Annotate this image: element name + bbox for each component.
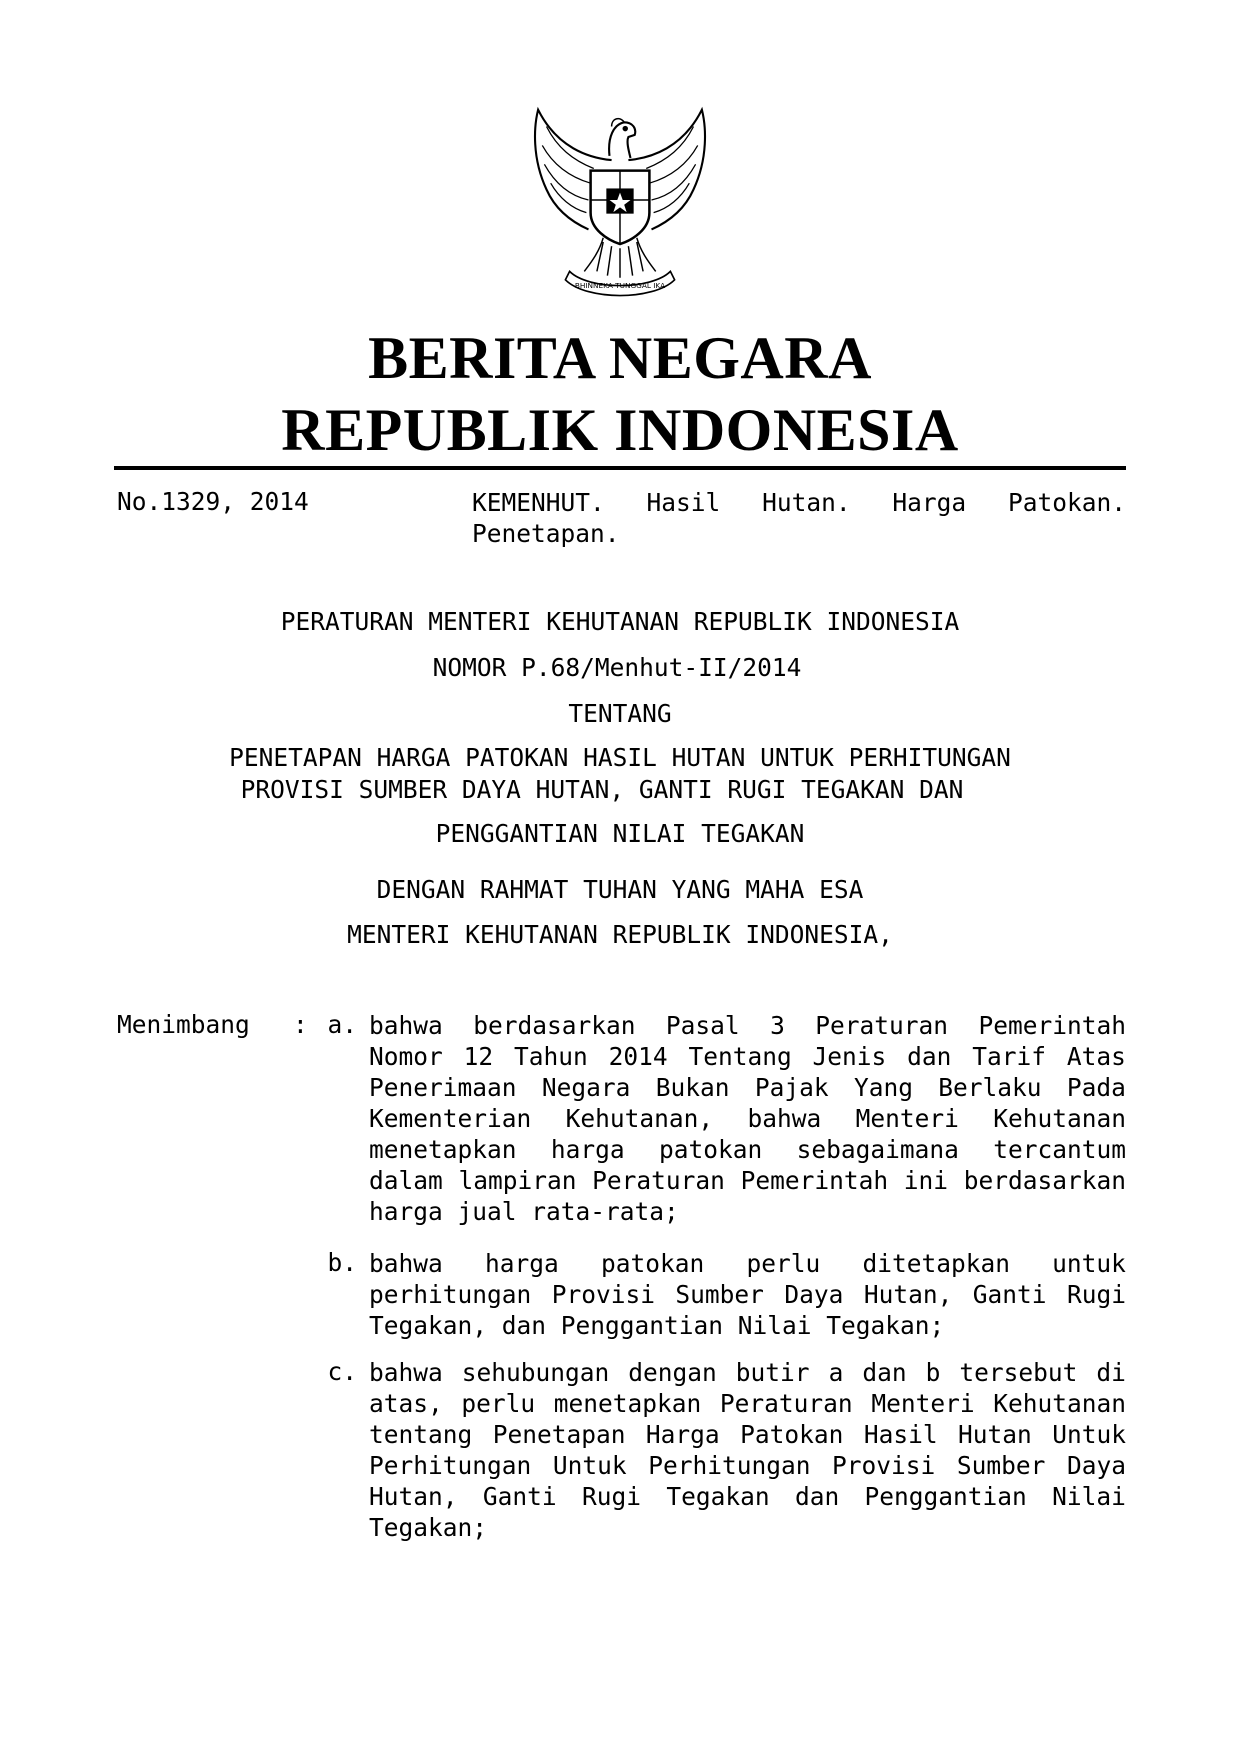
word: perlu <box>461 1389 536 1418</box>
menimbang-colon: : <box>293 1010 308 1039</box>
word: 3 <box>770 1011 785 1040</box>
text-line: harga jual rata-rata; <box>369 1197 679 1226</box>
word: Perhitungan <box>648 1451 811 1480</box>
word: Penetapan <box>492 1420 626 1449</box>
word: Bukan <box>655 1073 730 1102</box>
subject-word: KEMENHUT. <box>472 488 605 517</box>
masthead-line2: REPUBLIK INDONESIA <box>281 397 959 463</box>
subject-word: Harga <box>892 488 967 517</box>
issue-subject-line2: Penetapan. <box>472 519 620 548</box>
word: Hutan <box>958 1420 1032 1449</box>
emblem-motto: BHINNEKA TUNGGAL IKA <box>574 281 666 291</box>
subject-word: Hasil <box>646 488 721 517</box>
text-line <box>369 1419 1126 1450</box>
word: Provisi <box>832 1451 936 1480</box>
word: harga <box>550 1135 625 1164</box>
text-line <box>369 1481 1126 1512</box>
word: bahwa <box>369 1358 443 1387</box>
word: Peraturan <box>815 1011 949 1040</box>
word: Nilai <box>1052 1482 1126 1511</box>
word: Hutan, <box>369 1482 458 1511</box>
word: Daya <box>784 1280 844 1309</box>
issue-number: No.1329, 2014 <box>117 487 309 516</box>
word: atas, <box>369 1389 443 1418</box>
word: ini <box>903 1166 949 1195</box>
word: tersebut <box>959 1358 1078 1387</box>
preamble-line1: DENGAN RAHMAT TUHAN YANG MAHA ESA <box>376 875 864 904</box>
text-line <box>369 1165 1126 1196</box>
text-line <box>369 1388 1126 1419</box>
word: Perhitungan <box>369 1451 532 1480</box>
text-line <box>369 1357 1126 1388</box>
word: sehubungan <box>461 1358 610 1387</box>
word: tentang <box>369 1420 473 1449</box>
regulation-tentang: TENTANG <box>568 699 672 728</box>
word: perlu <box>746 1249 821 1278</box>
word: patokan <box>600 1249 705 1278</box>
text-line <box>369 1134 1126 1165</box>
word: Menteri <box>871 1389 975 1418</box>
word: di <box>1096 1358 1126 1387</box>
word: Penerimaan <box>369 1073 517 1102</box>
issue-subject-line1 <box>472 487 1126 518</box>
regulation-subject-line3: PENGGANTIAN NILAI TEGAKAN <box>435 819 805 848</box>
word: bahwa <box>369 1249 443 1278</box>
word: Harga <box>645 1420 720 1449</box>
word: untuk <box>1052 1249 1126 1278</box>
word: lampiran <box>458 1166 577 1195</box>
text-line: Tegakan; <box>369 1513 488 1542</box>
word: Rugi <box>1066 1280 1126 1309</box>
regulation-subject-line1: PENETAPAN HARGA PATOKAN HASIL HUTAN UNTUK PERHITUNGAN <box>229 743 1011 772</box>
word: Pajak <box>754 1073 829 1102</box>
word: Tahun <box>513 1042 588 1071</box>
text-line <box>369 1248 1126 1279</box>
word: Menteri <box>855 1104 959 1133</box>
preamble-line2: MENTERI KEHUTANAN REPUBLIK INDONESIA, <box>347 920 893 949</box>
word: Pemerintah <box>740 1166 889 1195</box>
word: Jenis <box>812 1042 887 1071</box>
word: b <box>925 1358 941 1387</box>
word: Kehutanan <box>993 1389 1126 1418</box>
word: Kementerian <box>369 1104 532 1133</box>
word: a <box>828 1358 844 1387</box>
regulation-number: NOMOR P.68/Menhut-II/2014 <box>432 653 802 682</box>
menimbang-label: Menimbang <box>117 1010 250 1039</box>
issue-subject <box>472 487 1126 549</box>
text-line <box>369 1041 1126 1072</box>
word: Yang <box>853 1073 913 1102</box>
word: Nomor <box>369 1042 443 1071</box>
text-line <box>369 1010 1126 1041</box>
word: butir <box>735 1358 810 1387</box>
word: patokan <box>658 1135 763 1164</box>
word: Sumber <box>956 1451 1046 1480</box>
word: bahwa <box>369 1011 443 1040</box>
word: dan <box>794 1482 840 1511</box>
word: tercantum <box>993 1135 1126 1164</box>
item-c-marker: c. <box>327 1357 357 1386</box>
word: Provisi <box>551 1280 655 1309</box>
masthead-rule <box>114 466 1126 470</box>
word: ditetapkan <box>862 1249 1010 1278</box>
word: sebagaimana <box>796 1135 959 1164</box>
word: Pasal <box>665 1011 740 1040</box>
subject-word: Patokan. <box>1007 488 1126 517</box>
word: Kehutanan <box>993 1104 1126 1133</box>
item-a-text <box>369 1010 1126 1227</box>
word: Tarif <box>972 1042 1047 1071</box>
word: Untuk <box>1052 1420 1126 1449</box>
word: Patokan <box>740 1420 844 1449</box>
word: 2014 <box>608 1042 668 1071</box>
word: Rugi <box>581 1482 641 1511</box>
text-line: Tegakan, dan Penggantian Nilai Tegakan; <box>369 1311 945 1340</box>
word: Hutan, <box>863 1280 953 1309</box>
text-line <box>369 1279 1126 1310</box>
subject-word: Hutan. <box>762 488 851 517</box>
word: Pada <box>1066 1073 1126 1102</box>
word: dan <box>907 1042 952 1071</box>
word: Hasil <box>863 1420 938 1449</box>
word: Negara <box>541 1073 631 1102</box>
word: dan <box>862 1358 907 1387</box>
masthead-line1: BERITA NEGARA <box>368 325 872 391</box>
regulation-title: PERATURAN MENTERI KEHUTANAN REPUBLIK INDONESIA <box>280 607 960 636</box>
word: berdasarkan <box>473 1011 636 1040</box>
word: bahwa <box>747 1104 822 1133</box>
item-a-marker: a. <box>327 1010 357 1039</box>
word: Peraturan <box>719 1389 853 1418</box>
word: Untuk <box>552 1451 627 1480</box>
word: Sumber <box>675 1280 764 1309</box>
word: Kehutanan, <box>565 1104 714 1133</box>
word: Penggantian <box>864 1482 1027 1511</box>
word: Pemerintah <box>978 1011 1126 1040</box>
word: berdasarkan <box>963 1166 1126 1195</box>
item-c-text <box>369 1357 1126 1543</box>
word: dengan <box>628 1358 717 1387</box>
word: harga <box>484 1249 559 1278</box>
garuda-pancasila-emblem-icon <box>515 95 725 305</box>
word: 12 <box>463 1042 494 1071</box>
word: Berlaku <box>938 1073 1042 1102</box>
word: Tentang <box>688 1042 792 1071</box>
regulation-subject-line2: PROVISI SUMBER DAYA HUTAN, GANTI RUGI TEGAKAN DAN <box>240 775 964 804</box>
word: Ganti <box>482 1482 557 1511</box>
word: Peraturan <box>592 1166 725 1195</box>
text-line <box>369 1450 1126 1481</box>
item-b-text <box>369 1248 1126 1341</box>
text-line <box>369 1072 1126 1103</box>
word: Atas <box>1066 1042 1126 1071</box>
masthead <box>0 322 1240 466</box>
word: menetapkan <box>553 1389 702 1418</box>
word: Daya <box>1066 1451 1126 1480</box>
word: Tegakan <box>666 1482 770 1511</box>
word: dalam <box>369 1166 443 1195</box>
word: Ganti <box>972 1280 1047 1309</box>
word: perhitungan <box>369 1280 532 1309</box>
item-b-marker: b. <box>327 1248 357 1277</box>
text-line <box>369 1103 1126 1134</box>
word: menetapkan <box>369 1135 517 1164</box>
